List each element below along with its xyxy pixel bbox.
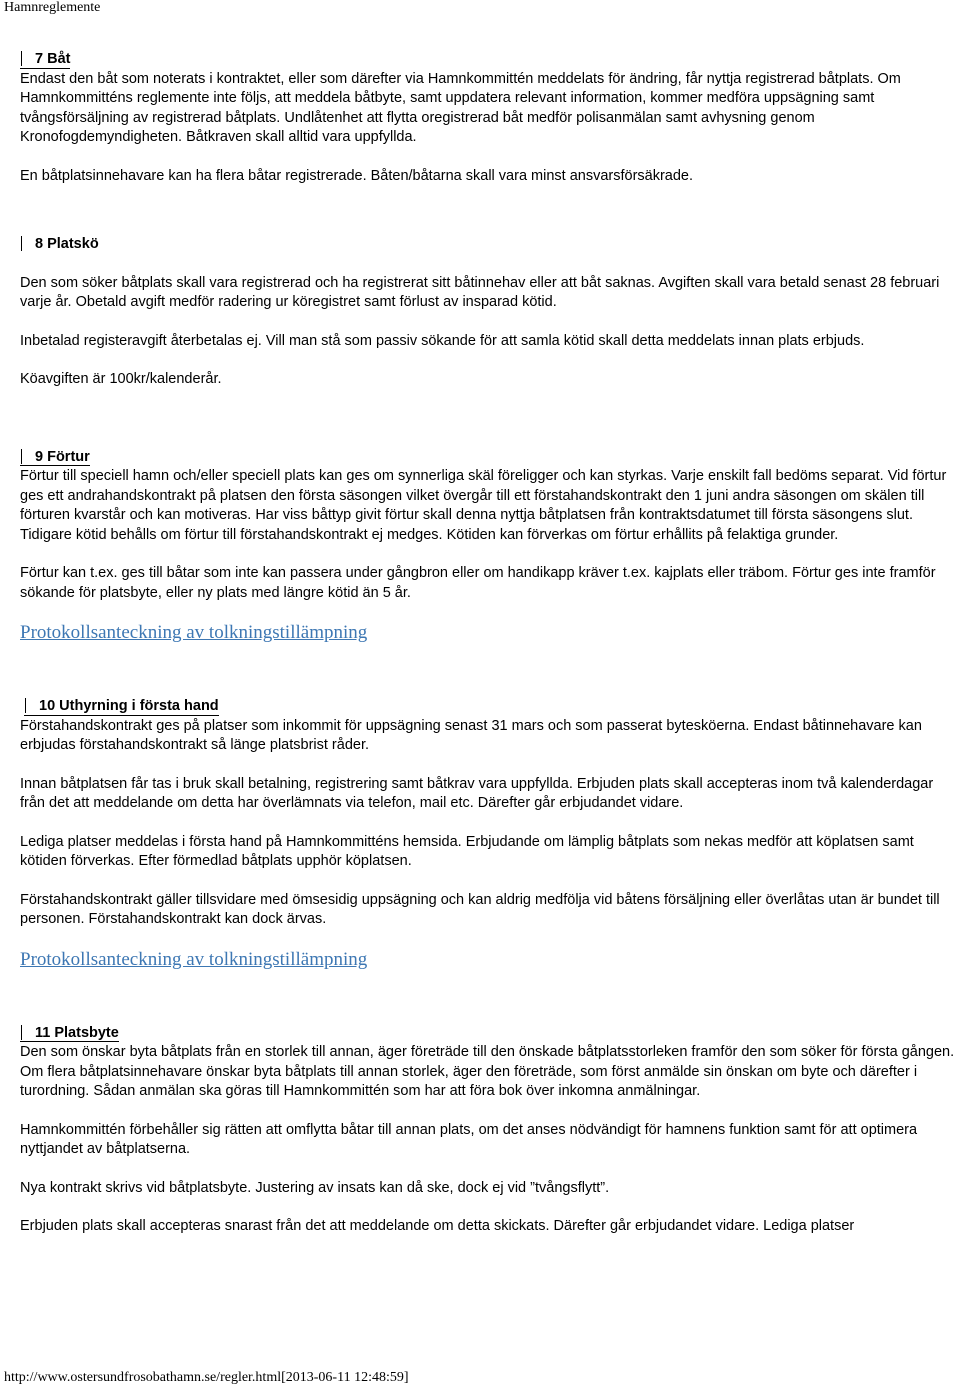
- section-7-title-text: 7 Båt: [35, 51, 71, 67]
- heading-underline: [20, 68, 70, 69]
- section-10-paragraph-3: Lediga platser meddelas i första hand på Hamnkommitténs hemsida. Erbjudande om lämplig båtplats som nekas medför att köplatsen samt kötiden förverkas. Efter förmedlad båtplats upphör köplatsen.: [20, 833, 914, 869]
- section-10-title: [20, 697, 219, 717]
- heading-marker: [21, 236, 22, 251]
- heading-marker: [21, 51, 22, 66]
- section-8-title-text: 8 Platskö: [35, 236, 99, 252]
- section-7-paragraph-1: Endast den båt som noterats i kontraktet, eller som därefter via Hamnkommittén meddelats för ändring, får nyttja registrerad båtplats. Om Hamnkommitténs reglemente inte följs, att meddela båtbyte, samt uppdatera relevant information, kommer medföra uppsägning samt tvångsförsäljning av registrerad båtplats. Undlåtenhet att flytta oregistrerad båt medför polisanmälan samt avhysning genom Kronofogdemyndigheten. Båtkraven skall alltid vara uppfyllda.: [20, 70, 901, 145]
- heading-marker: [25, 698, 26, 713]
- heading-marker: [21, 449, 22, 464]
- section-9-paragraph-2: Förtur kan t.ex. ges till båtar som inte kan passera under gångbron eller om handikapp kräver t.ex. kajplats eller träbom. Förtur ges inte framför sökande för platsbyte, eller ny plats med längre kötid än 5 år.: [20, 565, 936, 601]
- heading-marker: [21, 1025, 22, 1040]
- section-11-paragraph-1: Den som önskar byta båtplats från en storlek till annan, äger företräde till den önskade båtplatsstorleken framför den som söker för första gången. Om flera båtplatsinnehavare önskar byta båtplats till annan storlek, äger den företräde, som först anmälde sin önskan om byte och därefter i turordning. Sådan anmälan ska göras till Hamnkommittén som har att föra bok över inkomna anmälningar.: [20, 1044, 955, 1099]
- protocol-note-link[interactable]: Protokollsanteckning av tolkningstillämpning: [20, 622, 368, 643]
- heading-underline: [24, 715, 219, 716]
- section-11-paragraph-2: Hamnkommittén förbehåller sig rätten att omflytta båtar till annan plats, om det anses nödvändigt för hamnens funktion samt för att optimera nyttjandet av båtplatserna.: [20, 1121, 918, 1157]
- section-8-paragraph-1: Den som söker båtplats skall vara registrerad och ha registrerat sitt båtinnehav eller att båt saknas. Avgiften skall vara betald senast 28 februari varje år. Obetald avgift medför radering ur köregistret samt förlust av insparad kötid.: [20, 274, 940, 310]
- section-8-title: [20, 235, 99, 255]
- section-11-title: [20, 1024, 119, 1044]
- protocol-note-link[interactable]: Protokollsanteckning av tolkningstillämpning: [20, 948, 368, 970]
- document-body: [20, 50, 955, 1237]
- heading-underline: [20, 1041, 119, 1042]
- section-8-paragraph-2: Inbetalad registeravgift återbetalas ej. Vill man stå som passiv sökande för att samla kötid skall detta meddelats innan plats erbjuds.: [20, 332, 865, 349]
- heading-underline: [20, 465, 90, 466]
- section-10-paragraph-2: Innan båtplatsen får tas i bruk skall betalning, registrering samt båtkrav vara uppfyllda. Erbjuden plats skall accepteras inom två kalenderdagar från det att meddelande om detta har överlämnats via telefon, mail etc. Därefter går erbjudandet vidare.: [20, 775, 934, 811]
- section-10-paragraph-4: Förstahandskontrakt gäller tillsvidare med ömsesidig uppsägning och kan aldrig medfölja vid båtens försäljning eller överlåtas utan är bundet till personen. Förstahandskontrakt kan dock ärvas.: [20, 891, 940, 927]
- page-footer-url: http://www.ostersundfrosobathamn.se/regler.html[2013-06-11 12:48:59]: [4, 1370, 409, 1385]
- section-7-paragraph-2: En båtplatsinnehavare kan ha flera båtar registrerade. Båten/båtarna skall vara minst ansvarsförsäkrade.: [20, 167, 694, 184]
- section-9-title-text: 9 Förtur: [35, 448, 90, 465]
- page-header: Hamnreglemente: [4, 0, 101, 15]
- section-11-paragraph-3: Nya kontrakt skrivs vid båtplatsbyte. Justering av insats kan då ske, dock ej vid ”tvångsflytt”.: [20, 1179, 610, 1196]
- section-8-paragraph-3: Köavgiften är 100kr/kalenderår.: [20, 371, 222, 387]
- section-11-paragraph-4: Erbjuden plats skall accepteras snarast från det att meddelande om detta skickats. Därefter går erbjudandet vidare. Lediga platser: [20, 1218, 855, 1234]
- section-11-title-text: 11 Platsbyte: [35, 1024, 119, 1041]
- section-10-paragraph-1: Förstahandskontrakt ges på platser som inkommit för uppsägning senast 31 mars och som passerat bytesköerna. Endast båtinnehavare kan erbjudas förstahandskontrakt så länge platsbrist råder.: [20, 717, 922, 753]
- section-9-paragraph-1: Förtur till speciell hamn och/eller speciell plats kan ges om synnerliga skäl föreligger och kan styrkas. Varje enskilt fall bedöms separat. Vid förtur ges ett andrahandskontrakt på platsen den första säsongen vilket övergår till ett förstahandskontrakt den 1 juni andra säsongen om skälen till förturen kvarstår och kan motiveras. Har viss båttyp givit förtur skall denna nyttja båtplatsen från kontraktsdatumet till första säsongens slut. Tidigare kötid behålls om förtur till förstahandskontrakt ej medges. Kötiden kan förverkas om förtur erhållits på felaktiga grunder.: [20, 468, 947, 543]
- section-9-title: [20, 448, 90, 468]
- section-10-title-text: 10 Uthyrning i första hand: [39, 698, 219, 714]
- section-7-title: [20, 50, 70, 70]
